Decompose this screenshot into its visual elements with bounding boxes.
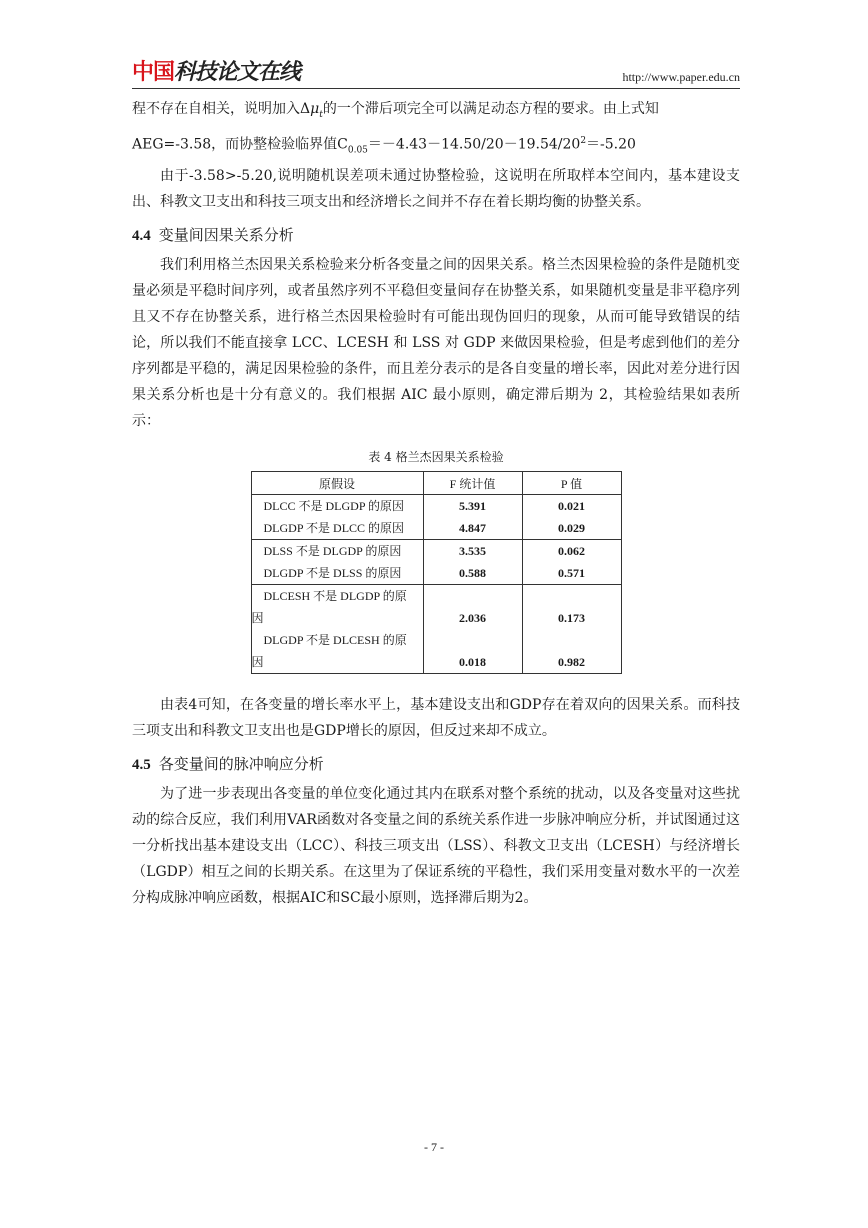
table-header-f: F 统计值	[423, 472, 522, 495]
f-value-cell: 3.535	[459, 544, 486, 559]
table-header-hypothesis: 原假设	[251, 472, 423, 495]
p-value-cell: 0.571	[558, 566, 585, 581]
hypothesis-cell: DLCESH 不是 DLGDP 的原	[263, 589, 407, 604]
cointegration-conclusion: 由于-3.58>-5.20,说明随机误差项未通过协整检验，这说明在所取样本空间内，基本建设支出、科教文卫支出和科技三项支出和经济增长之间并不存在着长期均衡的协整关系。	[132, 168, 740, 211]
f-value-cell: 5.391	[459, 499, 486, 514]
section-4-5-body: 为了进一步表现出各变量的单位变化通过其内在联系对整个系统的扰动，以及各变量对这些扰动的综合反应，我们利用VAR函数对各变量之间的系统关系作进一步脉冲响应分析，并试图通过这一分析找出基本建设支出（LCC）、科技三项支出（LSS）、科教文卫支出（LCESH）与经济增长（LGDP）相互之间的长期关系。在这里为了保证系统的平稳性，我们采用变量对数水平的一次差分构成脉冲响应函数，根据AIC和SC最小原则，选择滞后期为2。	[132, 786, 740, 907]
paragraph-continuation: 程不存在自相关，说明加入$\Delta\mu_t$的一个滞后项完全可以满足动态方程的要求。由上式知	[132, 101, 659, 120]
header-rule	[132, 88, 740, 89]
page-number: - 7 -	[424, 1140, 444, 1154]
f-value-cell: 0.588	[459, 566, 486, 581]
p-value-cell: 0.173	[558, 611, 585, 626]
table-caption: 表 4 格兰杰因果关系检验	[368, 450, 504, 465]
table-header-p: P 值	[522, 472, 621, 495]
hypothesis-cell-wrap: 因	[251, 611, 264, 626]
section-4-4-body: 我们利用格兰杰因果关系检验来分析各变量之间的因果关系。格兰杰因果检验的条件是随机变量必须是平稳时间序列，或者虽然序列不平稳但变量间存在协整关系，如果随机变量是非平稳序列且又不存在协整关系，进行格兰杰因果检验时有可能出现伪回归的现象，从而可能导致错误的结论，所以我们不能直接拿 LCC、LCESH 和 LSS 对 GDP 来做因果检验，但是考虑到他们的差分序列都是平稳的，满足因果检验的条件，而且差分表示的是各自变量的增长率，因此对差分进行因果关系分析也是十分有意义的。我们根据 AIC 最小原则，确定滞后期为 2，其检验结果如表所示：	[132, 257, 740, 430]
f-value-cell: 0.018	[459, 655, 486, 670]
section-heading-4-5: 4.5 各变量间的脉冲响应分析	[132, 755, 324, 774]
page-body	[132, 96, 740, 911]
p-value-cell: 0.062	[558, 544, 585, 559]
header-url[interactable]: http://www.paper.edu.cn	[622, 70, 740, 84]
hypothesis-cell: DLGDP 不是 DLCC 的原因	[263, 521, 405, 536]
table-header-row	[251, 472, 621, 495]
page-header	[132, 58, 740, 90]
table-row	[251, 540, 621, 585]
granger-table	[251, 471, 622, 674]
logo-black-text: 科技论文在线	[174, 60, 301, 85]
critical-value-formula: AEG=-3.58，而协整检验临界值$C_{0.05}=-4.43-14.50/20-19.54/20^2=-5.20$	[132, 135, 636, 156]
hypothesis-cell: DLCC 不是 DLGDP 的原因	[263, 499, 405, 514]
site-logo[interactable]	[132, 60, 300, 86]
f-value-cell: 4.847	[459, 521, 486, 536]
hypothesis-cell-wrap: 因	[251, 655, 264, 670]
logo-red-text: 中国	[132, 60, 175, 85]
hypothesis-cell: DLGDP 不是 DLSS 的原因	[263, 566, 402, 581]
p-value-cell: 0.982	[558, 655, 585, 670]
f-value-cell: 2.036	[459, 611, 486, 626]
p-value-cell: 0.021	[558, 499, 585, 514]
table-interpretation: 由表4可知，在各变量的增长率水平上，基本建设支出和GDP存在着双向的因果关系。而科技三项支出和科教文卫支出也是GDP增长的原因，但反过来却不成立。	[132, 697, 740, 740]
hypothesis-cell: DLGDP 不是 DLCESH 的原	[263, 633, 407, 648]
p-value-cell: 0.029	[558, 521, 585, 536]
section-heading-4-4: 4.4 变量间因果关系分析	[132, 226, 294, 245]
hypothesis-cell: DLSS 不是 DLGDP 的原因	[263, 544, 402, 559]
table-row	[251, 495, 621, 540]
table-row	[251, 585, 621, 674]
